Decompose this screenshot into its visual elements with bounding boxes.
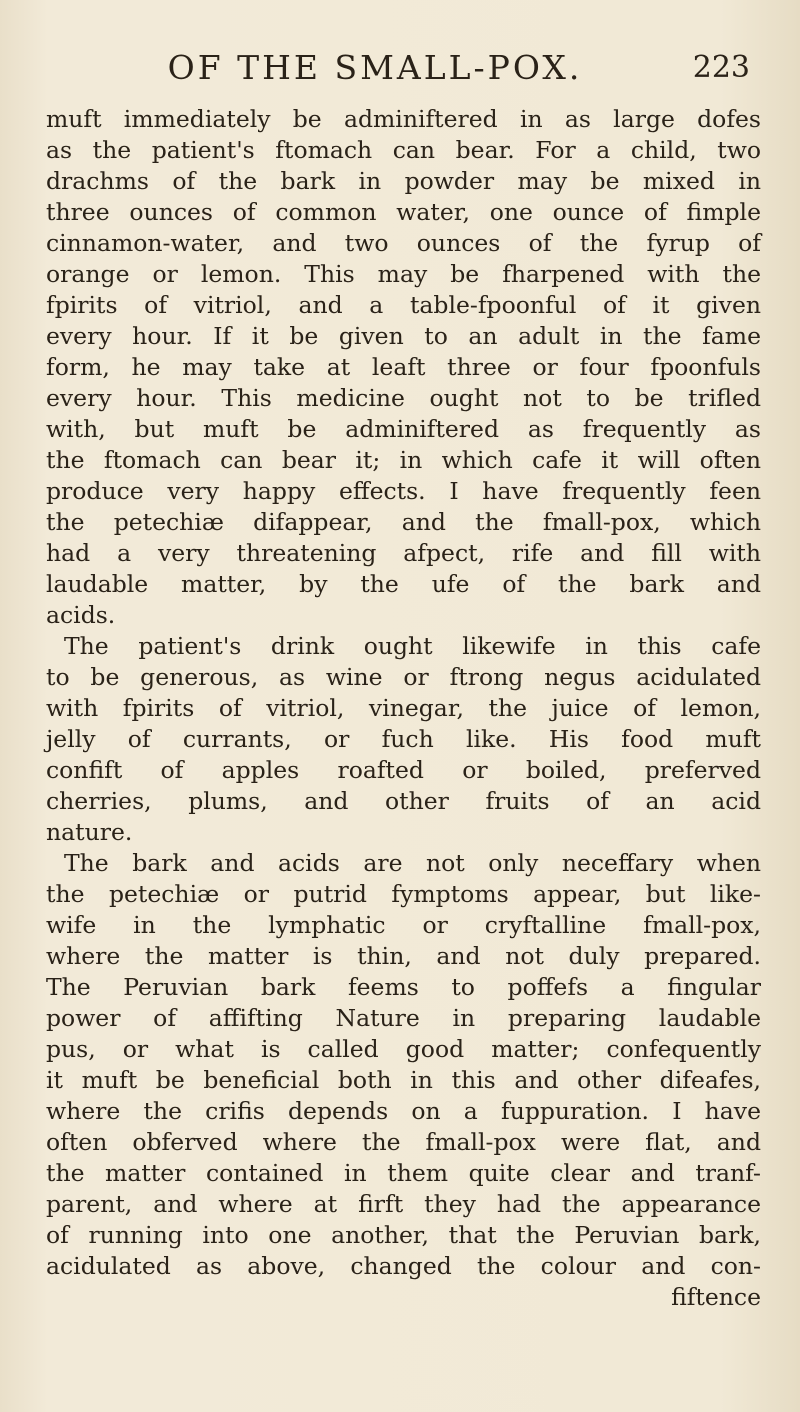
text-line: fpirits of vitriol, and a table-fpoonful of it given xyxy=(46,291,761,319)
paragraph-start-line: The bark and acids are not only neceffary when xyxy=(64,849,761,877)
catchword-line: fiftence xyxy=(671,1283,761,1311)
text-line: orange or lemon. This may be fharpened with the xyxy=(46,260,761,288)
text-line: with, but muft be adminiftered as frequently as xyxy=(46,415,761,443)
text-line: every hour. If it be given to an adult in the fame xyxy=(46,322,761,350)
text-line: nature. xyxy=(46,818,133,846)
text-line: where the crifis depends on a fuppuration. I have xyxy=(46,1097,761,1125)
text-line: with fpirits of vitriol, vinegar, the juice of lemon, xyxy=(46,694,761,722)
text-line: muft immediately be adminiftered in as large dofes xyxy=(46,105,761,133)
text-line: The Peruvian bark feems to poffefs a fingular xyxy=(46,973,761,1001)
page-number: 223 xyxy=(692,50,750,85)
text-line: the petechiæ or putrid fymptoms appear, but like- xyxy=(46,880,761,908)
text-line: power of affifting Nature in preparing laudable xyxy=(46,1004,761,1032)
body-text xyxy=(46,104,761,1313)
text-line: the petechiæ difappear, and the fmall-pox, which xyxy=(46,508,761,536)
text-line: acids. xyxy=(46,601,116,629)
text-line: as the patient's ftomach can bear. For a child, two xyxy=(46,136,761,164)
text-line: pus, or what is called good matter; confequently xyxy=(46,1035,761,1063)
text-line: every hour. This medicine ought not to be trifled xyxy=(46,384,761,412)
text-line: had a very threatening afpect, rife and fill with xyxy=(46,539,761,567)
text-line: jelly of currants, or fuch like. His food muft xyxy=(46,725,761,753)
text-line: to be generous, as wine or ftrong negus acidulated xyxy=(46,663,761,691)
text-line: laudable matter, by the ufe of the bark and xyxy=(46,570,761,598)
text-line: acidulated as above, changed the colour and con- xyxy=(46,1252,761,1280)
text-line: produce very happy effects. I have frequently feen xyxy=(46,477,761,505)
text-line: form, he may take at leaft three or four fpoonfuls xyxy=(46,353,761,381)
text-line: the matter contained in them quite clear and tranf- xyxy=(46,1159,761,1187)
text-line: it muft be beneficial both in this and other difeafes, xyxy=(46,1066,761,1094)
running-head xyxy=(90,48,750,92)
running-title: OF THE SMALL-POX. xyxy=(167,48,583,87)
text-line: cinnamon-water, and two ounces of the fyrup of xyxy=(46,229,761,257)
text-line: often obferved where the fmall-pox were flat, and xyxy=(46,1128,761,1156)
text-line: drachms of the bark in powder may be mixed in xyxy=(46,167,761,195)
text-line: of running into one another, that the Peruvian bark, xyxy=(46,1221,761,1249)
text-line: parent, and where at firft they had the appearance xyxy=(46,1190,761,1218)
text-line: where the matter is thin, and not duly prepared. xyxy=(46,942,761,970)
text-line: wife in the lymphatic or cryftalline fmall-pox, xyxy=(46,911,761,939)
text-line: confift of apples roafted or boiled, preferved xyxy=(46,756,761,784)
paragraph-start-line: The patient's drink ought likewife in this cafe xyxy=(64,632,761,660)
text-line: cherries, plums, and other fruits of an acid xyxy=(46,787,761,815)
text-line: three ounces of common water, one ounce of fimple xyxy=(46,198,761,226)
text-line: the ftomach can bear it; in which cafe it will often xyxy=(46,446,761,474)
